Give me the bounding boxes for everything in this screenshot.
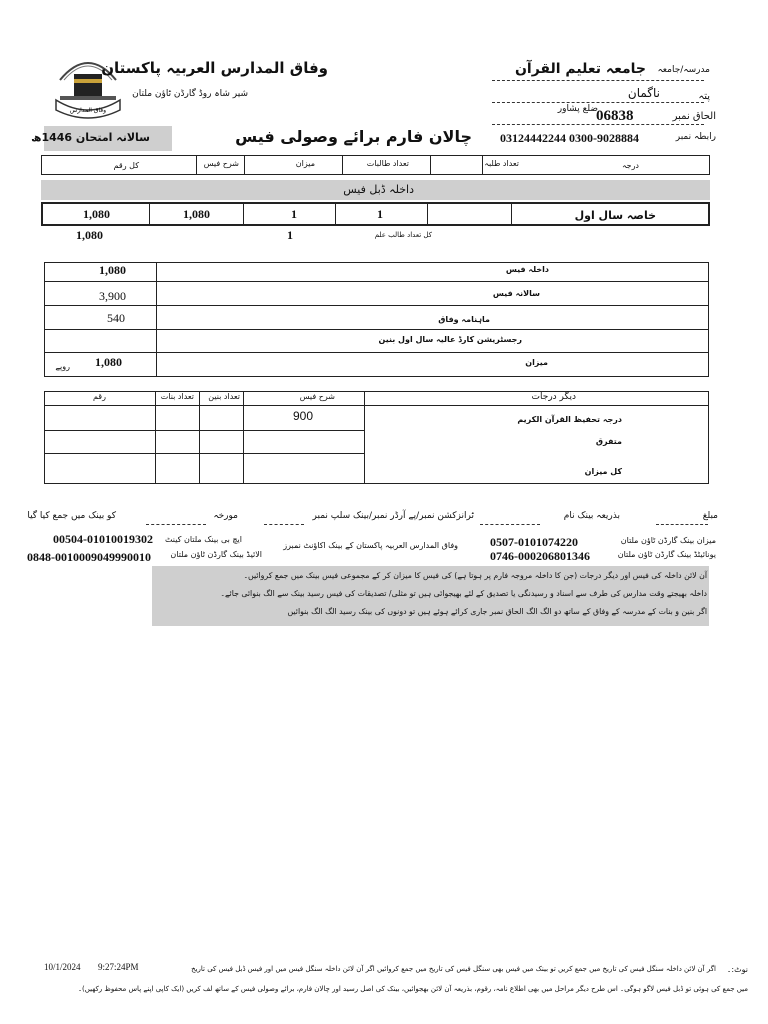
allied-number: 0848-0010009049990010 [27,550,151,564]
madrasa-underline [492,80,704,81]
header-rate: شرح فیس [203,159,239,168]
ubl-label: یونائیٹڈ بینک گارڈن ٹاؤن ملتان [617,550,716,559]
row-divider [243,204,244,224]
bank-by-label: بذریعہ بینک نام [563,511,620,521]
bank-amount-line [656,524,708,525]
totals-table [44,262,709,377]
bank-date-label: مورخہ [213,511,238,521]
grades-misc-label: متفرق [595,437,622,446]
affiliation-underline [492,124,704,125]
allied-label: الائیڈ بینک گارڈن ٹاؤن ملتان [170,550,262,559]
totals-divider [156,263,157,376]
other-grades-table [44,391,709,484]
hbl-label: ایچ بی بینک ملتان کینٹ [164,535,242,544]
grades-row-line [45,430,365,431]
total-magazine-value: 540 [107,311,125,325]
affiliation-label: الحاق نمبر [672,111,716,122]
footer-date: 10/1/2024 [44,962,81,972]
bank-date-line [146,524,206,525]
org-name: وفاق المدارس العربیہ پاکستان [101,59,328,77]
address-value: ناگمان [627,86,660,100]
header-divider [244,156,245,174]
totals-row-line [45,281,708,282]
contact-label: رابطہ نمبر [675,132,716,142]
total-registration-label: رجسٹریشن کارڈ عالیہ سال اول بنین [378,335,522,344]
contact-numbers: 03124442244 0300-9028884 [500,131,639,145]
currency-label: روپے [55,362,70,371]
summary-amount: 1,080 [76,228,103,242]
grades-header-rate: شرح فیس [299,392,335,401]
madrasa-name: جامعہ تعلیم القرآن [514,61,646,77]
row-female-students: 1 [377,207,383,221]
totals-row-line [45,352,708,353]
grades-header-amount: رقم [92,392,106,401]
address-underline [492,102,704,103]
row-divider [335,204,336,224]
footer-note-label: نوٹ:۔ [726,965,748,974]
fee-table-header [41,155,710,175]
form-title: چالان فارم برائے وصولی فیس [235,127,472,146]
instruction-2: داخلہ بھیجتے وقت مدارس کی طرف سے اسناد و رسیدنگی یا تصدیق کے لئے بھیجوائی ہیں تو مثلی/ تصدیقات کی فیس رسید بینک سے الگ بنوائی جائے۔ [220,589,707,598]
section-title: داخلہ ڈبل فیس [343,183,414,196]
bank-transaction-line [264,524,304,525]
instruction-1: آن لائن داخلہ کی فیس اور دیگر درجات (جن کا داخلہ مروجہ فارم پر ہوتا ہے) کی فیس کا میزان کر کے مجموعی فیس بینک میں جمع کروائیں۔ [243,571,707,580]
exam-label-box [31,126,172,151]
grades-hifz-rate: 900 [293,409,314,423]
svg-text:وفاق المدارس: وفاق المدارس [69,107,107,114]
row-grade: خاصہ سال اول [574,209,656,222]
header-amount: کل رقم [113,161,139,170]
row-rate: 1,080 [183,207,210,221]
meezan-label: میزان بینک گارڈن ٹاؤن ملتان [620,536,716,545]
row-total-count: 1 [291,207,297,221]
grades-total-label: کل میزان [584,467,622,476]
totals-row-line [45,329,708,330]
instructions-box [152,566,709,626]
header-students: تعداد طلبہ [484,159,519,168]
ubl-number: 0746-000206801346 [490,549,590,563]
header-total: میزان [295,159,315,168]
header-divider [482,156,483,174]
bank-by-line [480,524,540,525]
total-magazine-label: ماہنامہ وفاق [438,315,490,324]
header-female-students: تعداد طالبات [366,159,409,168]
summary-label: کل تعداد طالب علم [374,231,432,239]
madrasa-label: مدرسہ/جامعہ [657,65,710,75]
footer-note-line1: اگر آن لائن داخلہ سنگل فیس کی تاریخ میں جمع کریں تو بینک میں فیس بھی سنگل فیس کی تاریخ میں جمع کروائیں اگر آن لائن داخلہ سنگل فیس میں اور فیس ڈبل فیس کی تاریخ [191,965,716,973]
header-divider [342,156,343,174]
summary-count: 1 [287,228,293,242]
footer-time: 9:27:24PM [98,962,139,972]
district-value: ضلع پشاور [557,104,598,114]
row-divider [149,204,150,224]
grades-row-line [45,405,708,406]
total-sum-label: میزان [525,358,548,367]
grades-header-girls: تعداد بنات [160,392,194,401]
affiliation-number: 06838 [596,108,634,124]
row-divider [427,204,428,224]
header-grade: درجہ [621,161,639,170]
grades-row-line [45,453,365,454]
section-title-bar [41,180,710,200]
footer-note-line2: میں جمع کی ہوئی تو ڈبل فیس لاگو ہوگی۔ اس طرح دیگر مراحل میں بھی اطلاع نامہ، رقوم، بذریعہ آن لائن بھجوائیں، بینک کی اصل رسید اور چالان فارم، برائے وصولی فیس کے ساتھ لف کریں (ایک کاپی اپنے پاس محفوظ رکھیں)۔ [77,985,748,993]
hbl-number: 00504-01010019302 [53,532,153,546]
total-annual-value: 3,900 [99,289,126,303]
header-divider [430,156,431,174]
address-label: پتہ [698,91,710,102]
fee-row [41,202,710,226]
totals-row-line [45,305,708,306]
row-amount: 1,080 [83,207,110,221]
total-sum-value: 1,080 [95,355,122,369]
org-address: شیر شاہ روڈ گارڈن ٹاؤن ملتان [132,89,248,99]
instruction-3: اگر بنین و بنات کے مدرسہ کے وفاق کے ساتھ دو الگ الگ الحاق نمبر جاری کرائے ہوئے ہیں تو دونوں کی بینک رسید الگ الگ بنوائیں [287,607,707,616]
row-divider [511,204,512,224]
total-annual-label: سالانہ فیس [492,289,540,298]
total-admission-value: 1,080 [99,263,126,277]
header-divider [196,156,197,174]
exam-label: سالانہ امتحان 1446ھ [31,131,150,144]
grades-hifz-label: درجہ تحفیظ القرآن الکریم [517,415,622,424]
total-admission-label: داخلہ فیس [505,265,549,274]
bank-deposited-label: کو بینک میں جمع کیا گیا [27,511,116,521]
grades-header-boys: تعداد بنین [208,392,240,401]
bank-transaction-label: ٹرانزکشن نمبر/پے آرڈر نمبر/بینک سلپ نمبر [312,511,474,521]
meezan-number: 0507-0101074220 [490,535,578,549]
grades-header-title: دیگر درجات [531,392,576,402]
bank-amount-label: مبلغ [702,511,718,521]
wifaq-accounts-label: وفاق المدارس العربیہ پاکستان کے بینک اکاؤنٹ نمبرز [283,541,458,550]
